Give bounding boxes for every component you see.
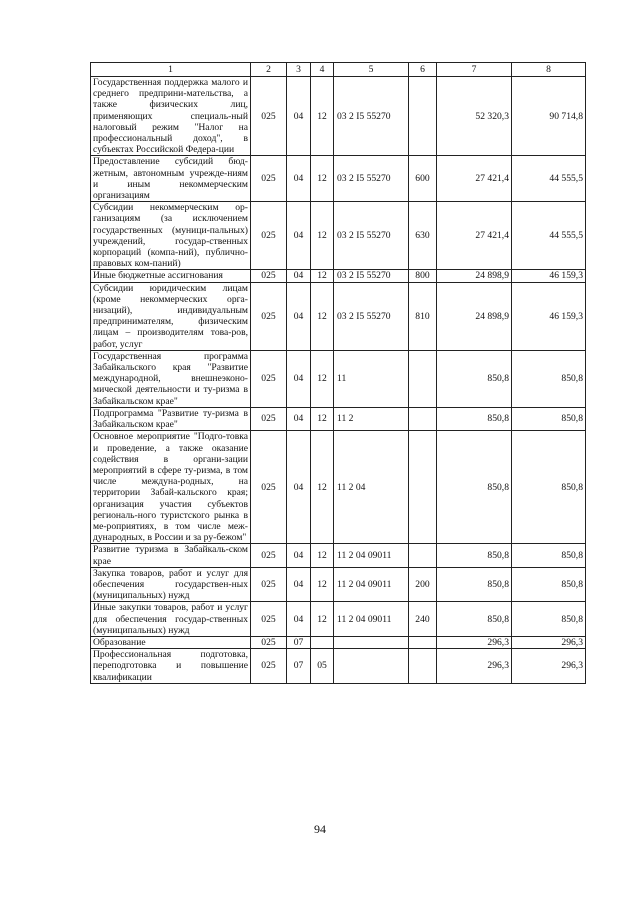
amount-year1-cell: 24 898,9 bbox=[437, 270, 512, 282]
table-header-row bbox=[91, 63, 586, 77]
amount-year1-cell: 850,8 bbox=[437, 602, 512, 637]
amount-year2-cell: 850,8 bbox=[512, 350, 586, 407]
amount-year1-cell: 850,8 bbox=[437, 407, 512, 430]
amount-year1-cell: 24 898,9 bbox=[437, 282, 512, 350]
amount-year1-cell: 296,3 bbox=[437, 636, 512, 648]
amount-year2-cell: 90 714,8 bbox=[512, 77, 586, 156]
item-name-cell: Предоставление субсидий бюд-жетным, автономным учрежде-ниям и иным некоммерческим организациям bbox=[91, 156, 251, 202]
expense-type-cell bbox=[409, 636, 437, 648]
target-article-cell: 11 2 04 09011 bbox=[334, 602, 409, 637]
amount-year1-cell: 850,8 bbox=[437, 431, 512, 544]
item-name-cell: Государственная программа Забайкальского края "Развитие международной, внешнеэконо-мической деятельности и ту-ризма в Забайкальском крае" bbox=[91, 350, 251, 407]
expense-type-cell bbox=[409, 649, 437, 684]
amount-year1-cell: 850,8 bbox=[437, 350, 512, 407]
table-row bbox=[91, 270, 586, 282]
ministry-code-cell: 025 bbox=[251, 270, 287, 282]
target-article-cell bbox=[334, 636, 409, 648]
ministry-code-cell: 025 bbox=[251, 636, 287, 648]
amount-year2-cell: 850,8 bbox=[512, 567, 586, 602]
ministry-code-cell: 025 bbox=[251, 77, 287, 156]
column-header: 6 bbox=[409, 63, 437, 77]
expense-type-cell bbox=[409, 431, 437, 544]
table-row bbox=[91, 156, 586, 202]
table-row bbox=[91, 544, 586, 567]
item-name-cell: Подпрограмма "Развитие ту-ризма в Забайкальском крае" bbox=[91, 407, 251, 430]
table-body bbox=[91, 77, 586, 684]
ministry-code-cell: 025 bbox=[251, 202, 287, 270]
column-header: 3 bbox=[287, 63, 311, 77]
target-article-cell: 03 2 I5 55270 bbox=[334, 282, 409, 350]
amount-year2-cell: 850,8 bbox=[512, 431, 586, 544]
section-code-cell: 04 bbox=[287, 544, 311, 567]
amount-year2-cell: 850,8 bbox=[512, 602, 586, 637]
amount-year1-cell: 850,8 bbox=[437, 544, 512, 567]
item-name-cell: Субсидии юридическим лицам (кроме некоммерческих орга-низаций), индивидуальным предпринимателям, физическим лицам – производителям това-ров, работ, услуг bbox=[91, 282, 251, 350]
amount-year2-cell: 44 555,5 bbox=[512, 202, 586, 270]
amount-year2-cell: 296,3 bbox=[512, 636, 586, 648]
section-code-cell: 04 bbox=[287, 350, 311, 407]
section-code-cell: 07 bbox=[287, 649, 311, 684]
table-row bbox=[91, 649, 586, 684]
item-name-cell: Государственная поддержка малого и среднего предприни-мательства, а также физических лиц, применяющих специаль-ный налоговый режим "Налог на профессиональный доход", в субъектах Российской Федера-ции bbox=[91, 77, 251, 156]
ministry-code-cell: 025 bbox=[251, 350, 287, 407]
target-article-cell: 03 2 I5 55270 bbox=[334, 270, 409, 282]
section-code-cell: 04 bbox=[287, 602, 311, 637]
item-name-cell: Образование bbox=[91, 636, 251, 648]
ministry-code-cell: 025 bbox=[251, 567, 287, 602]
section-code-cell: 04 bbox=[287, 407, 311, 430]
ministry-code-cell: 025 bbox=[251, 282, 287, 350]
column-header: 2 bbox=[251, 63, 287, 77]
expense-type-cell bbox=[409, 407, 437, 430]
table-row bbox=[91, 431, 586, 544]
amount-year1-cell: 27 421,4 bbox=[437, 156, 512, 202]
item-name-cell: Иные закупки товаров, работ и услуг для обеспечения государ-ственных (муниципальных) нужд bbox=[91, 602, 251, 637]
table-row bbox=[91, 567, 586, 602]
target-article-cell bbox=[334, 649, 409, 684]
expense-type-cell: 200 bbox=[409, 567, 437, 602]
page-number: 94 bbox=[314, 822, 326, 836]
target-article-cell: 11 2 04 09011 bbox=[334, 544, 409, 567]
subsection-code-cell: 12 bbox=[311, 602, 334, 637]
section-code-cell: 04 bbox=[287, 156, 311, 202]
item-name-cell: Основное мероприятие "Подго-товка и проведение, а также оказание содействия в органи-зации мероприятий в сфере ту-ризма, в том числе междуна-родных, на территории Забай-кальского края; организация участия субъектов региональ-ного туристского рынка в ме-роприятиях, в том числе меж-дународных, в России и за ру-бежом" bbox=[91, 431, 251, 544]
ministry-code-cell: 025 bbox=[251, 156, 287, 202]
section-code-cell: 04 bbox=[287, 77, 311, 156]
target-article-cell: 11 2 04 09011 bbox=[334, 567, 409, 602]
section-code-cell: 04 bbox=[287, 270, 311, 282]
expense-type-cell bbox=[409, 77, 437, 156]
table-row bbox=[91, 202, 586, 270]
expense-type-cell: 810 bbox=[409, 282, 437, 350]
item-name-cell: Субсидии некоммерческим ор-ганизациям (за исключением государственных (муници-пальных) учреждений, государ-ственных корпораций (компа-ний), публично-правовых ком-паний) bbox=[91, 202, 251, 270]
target-article-cell: 11 2 bbox=[334, 407, 409, 430]
amount-year2-cell: 44 555,5 bbox=[512, 156, 586, 202]
ministry-code-cell: 025 bbox=[251, 407, 287, 430]
table-row bbox=[91, 602, 586, 637]
column-header: 1 bbox=[91, 63, 251, 77]
section-code-cell: 04 bbox=[287, 431, 311, 544]
target-article-cell: 11 2 04 bbox=[334, 431, 409, 544]
amount-year1-cell: 52 320,3 bbox=[437, 77, 512, 156]
budget-table bbox=[90, 62, 586, 684]
table-row bbox=[91, 636, 586, 648]
table-row bbox=[91, 77, 586, 156]
subsection-code-cell: 12 bbox=[311, 156, 334, 202]
subsection-code-cell: 12 bbox=[311, 544, 334, 567]
section-code-cell: 07 bbox=[287, 636, 311, 648]
ministry-code-cell: 025 bbox=[251, 602, 287, 637]
ministry-code-cell: 025 bbox=[251, 431, 287, 544]
target-article-cell: 03 2 I5 55270 bbox=[334, 202, 409, 270]
table-row bbox=[91, 350, 586, 407]
subsection-code-cell: 12 bbox=[311, 77, 334, 156]
item-name-cell: Иные бюджетные ассигнования bbox=[91, 270, 251, 282]
target-article-cell: 03 2 I5 55270 bbox=[334, 156, 409, 202]
amount-year1-cell: 27 421,4 bbox=[437, 202, 512, 270]
expense-type-cell: 240 bbox=[409, 602, 437, 637]
subsection-code-cell: 12 bbox=[311, 270, 334, 282]
subsection-code-cell bbox=[311, 636, 334, 648]
column-header: 4 bbox=[311, 63, 334, 77]
subsection-code-cell: 12 bbox=[311, 407, 334, 430]
subsection-code-cell: 12 bbox=[311, 350, 334, 407]
item-name-cell: Профессиональная подготовка, переподготовка и повышение квалификации bbox=[91, 649, 251, 684]
target-article-cell: 11 bbox=[334, 350, 409, 407]
column-header: 8 bbox=[512, 63, 586, 77]
ministry-code-cell: 025 bbox=[251, 544, 287, 567]
column-header: 7 bbox=[437, 63, 512, 77]
table-row bbox=[91, 407, 586, 430]
expense-type-cell bbox=[409, 544, 437, 567]
amount-year2-cell: 850,8 bbox=[512, 544, 586, 567]
ministry-code-cell: 025 bbox=[251, 649, 287, 684]
column-header: 5 bbox=[334, 63, 409, 77]
amount-year2-cell: 46 159,3 bbox=[512, 270, 586, 282]
table-row bbox=[91, 282, 586, 350]
expense-type-cell bbox=[409, 350, 437, 407]
amount-year2-cell: 46 159,3 bbox=[512, 282, 586, 350]
subsection-code-cell: 12 bbox=[311, 431, 334, 544]
amount-year1-cell: 850,8 bbox=[437, 567, 512, 602]
amount-year2-cell: 296,3 bbox=[512, 649, 586, 684]
amount-year1-cell: 296,3 bbox=[437, 649, 512, 684]
expense-type-cell: 630 bbox=[409, 202, 437, 270]
item-name-cell: Закупка товаров, работ и услуг для обеспечения государствен-ных (муниципальных) нужд bbox=[91, 567, 251, 602]
subsection-code-cell: 12 bbox=[311, 282, 334, 350]
item-name-cell: Развитие туризма в Забайкаль-ском крае bbox=[91, 544, 251, 567]
section-code-cell: 04 bbox=[287, 282, 311, 350]
section-code-cell: 04 bbox=[287, 202, 311, 270]
subsection-code-cell: 12 bbox=[311, 567, 334, 602]
expense-type-cell: 800 bbox=[409, 270, 437, 282]
subsection-code-cell: 12 bbox=[311, 202, 334, 270]
subsection-code-cell: 05 bbox=[311, 649, 334, 684]
target-article-cell: 03 2 I5 55270 bbox=[334, 77, 409, 156]
section-code-cell: 04 bbox=[287, 567, 311, 602]
expense-type-cell: 600 bbox=[409, 156, 437, 202]
amount-year2-cell: 850,8 bbox=[512, 407, 586, 430]
